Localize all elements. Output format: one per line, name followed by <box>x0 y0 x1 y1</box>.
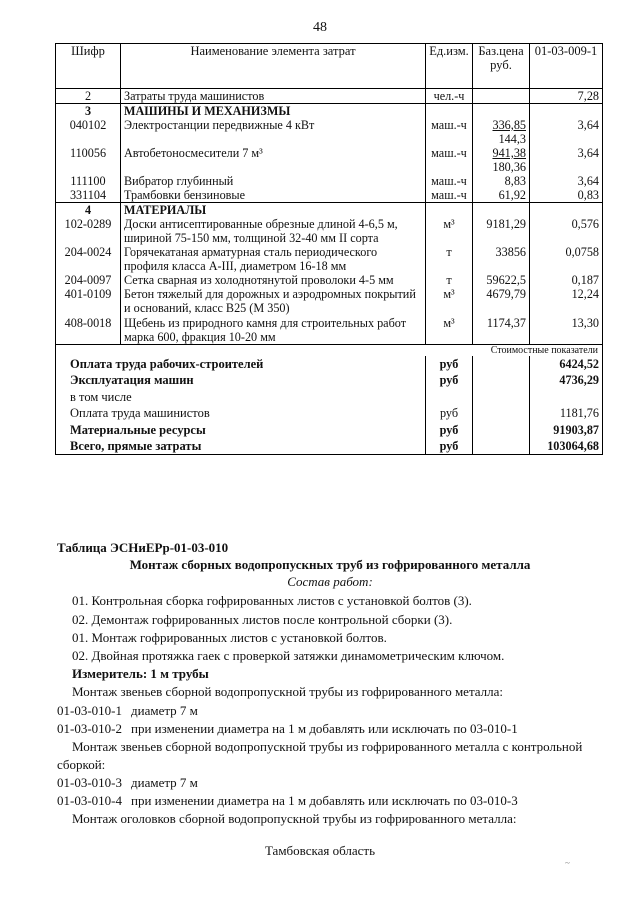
price-value: 941,38 <box>492 146 526 161</box>
table-row <box>56 146 603 174</box>
table-row <box>56 118 603 146</box>
summary-price <box>473 405 530 421</box>
table-title: Таблица ЭСНиЕРр-01-03-010 <box>57 540 229 555</box>
intro-text: Монтаж звеньев сборной водопропускной трубы из гофрированного металла с контрольной <box>72 739 583 754</box>
price-value: 336,85 <box>492 118 526 133</box>
work-item: 01. Монтаж гофрированных листов с установкой болтов. <box>72 630 387 645</box>
row-code: 408-0018 <box>56 316 121 345</box>
intro-text: Монтаж звеньев сборной водопропускной трубы из гофрированного металла: <box>72 684 504 699</box>
row-value: 13,30 <box>530 316 603 345</box>
item-text: диаметр 7 м <box>131 775 198 790</box>
page-number: 48 <box>313 20 327 35</box>
item-text: при изменении диаметра на 1 м добавлять или исключать по 03-010-3 <box>131 793 518 808</box>
item-code: 01-03-010-2 <box>57 721 122 736</box>
price-secondary: 180,36 <box>492 160 526 175</box>
section-title: Монтаж сборных водопропускных труб из гофрированного металла <box>129 557 531 572</box>
summary-unit <box>426 389 473 405</box>
summary-unit: руб <box>426 405 473 421</box>
row-code: 3 <box>56 104 121 119</box>
row-name: Щебень из природного камня для строительных работ марка 600, фракция 10-20 мм <box>121 316 426 345</box>
row-value: 0,83 <box>530 188 603 203</box>
summary-unit: руб <box>426 356 473 372</box>
work-item: 01. Контрольная сборка гофрированных листов с установкой болтов (3). <box>72 593 472 608</box>
price-value: 4679,79 <box>486 287 526 302</box>
summary-price <box>473 356 530 372</box>
row-name: Сетка сварная из холоднотянутой проволоки 4-5 мм <box>121 273 426 287</box>
row-price <box>473 188 530 203</box>
section-row <box>56 104 603 119</box>
summary-label: в том числе <box>56 389 426 405</box>
summary-value: 4736,29 <box>530 372 603 388</box>
section-row <box>56 203 603 218</box>
price-value: 9181,29 <box>486 217 526 232</box>
table-row <box>56 245 603 273</box>
row-value: 0,576 <box>530 217 603 245</box>
item-code: 01-03-010-3 <box>57 775 122 790</box>
price-value: 61,92 <box>498 188 526 203</box>
summary-label: Оплата труда рабочих-строителей <box>56 356 426 372</box>
work-item: 02. Демонтаж гофрированных листов после контрольной сборки (3). <box>72 612 453 627</box>
works-label: Состав работ: <box>287 574 373 589</box>
row-price <box>473 273 530 287</box>
summary-row <box>56 405 603 421</box>
row-unit: т <box>426 245 473 273</box>
row-unit: маш.-ч <box>426 174 473 188</box>
row-code: 110056 <box>56 146 121 174</box>
price-value: 59622,5 <box>486 273 526 288</box>
row-name: Трамбовки бензиновые <box>121 188 426 203</box>
summary-label: Оплата труда машинистов <box>56 405 426 421</box>
row-unit: м³ <box>426 316 473 345</box>
summary-row <box>56 356 603 372</box>
row-name: Автобетоносмесители 7 м³ <box>121 146 426 174</box>
row-unit: чел.-ч <box>426 89 473 104</box>
row-code: 401-0109 <box>56 287 121 315</box>
resource-table <box>55 43 603 455</box>
summary-value: 91903,87 <box>530 422 603 438</box>
summary-value: 1181,76 <box>530 405 603 421</box>
intro-text: Монтаж оголовков сборной водопропускной трубы из гофрированного металла: <box>72 811 517 826</box>
table-row <box>56 287 603 315</box>
summary-label: Всего, прямые затраты <box>56 438 426 455</box>
row-name: МАШИНЫ И МЕХАНИЗМЫ <box>121 104 426 119</box>
row-code: 102-0289 <box>56 217 121 245</box>
summary-value <box>530 389 603 405</box>
row-code: 331104 <box>56 188 121 203</box>
summary-price <box>473 438 530 455</box>
col-norm: 01-03-009-1 <box>530 44 603 89</box>
summary-row <box>56 389 603 405</box>
row-value: 3,64 <box>530 146 603 174</box>
row-code: 2 <box>56 89 121 104</box>
table-header-row <box>56 44 603 89</box>
table-row <box>56 273 603 287</box>
summary-row <box>56 438 603 455</box>
cost-label: Стоимостные показатели <box>473 344 603 356</box>
row-code: 204-0024 <box>56 245 121 273</box>
price-value: 33856 <box>495 245 526 260</box>
table-row <box>56 89 603 104</box>
row-value: 7,28 <box>530 89 603 104</box>
row-unit: м³ <box>426 217 473 245</box>
row-unit <box>426 203 473 218</box>
page-footer: Тамбовская область <box>264 843 376 858</box>
row-code: 204-0097 <box>56 273 121 287</box>
row-name: Электростанции передвижные 4 кВт <box>121 118 426 146</box>
row-price <box>473 104 530 119</box>
row-name: Затраты труда машинистов <box>121 89 426 104</box>
row-price <box>473 174 530 188</box>
row-price <box>473 245 530 273</box>
row-value: 3,64 <box>530 174 603 188</box>
row-price <box>473 316 530 345</box>
row-name: Вибратор глубинный <box>121 174 426 188</box>
col-name: Наименование элемента затрат <box>121 44 426 89</box>
summary-label: Эксплуатация машин <box>56 372 426 388</box>
row-unit: маш.-ч <box>426 118 473 146</box>
cost-label-row <box>56 344 603 356</box>
row-name: МАТЕРИАЛЫ <box>121 203 426 218</box>
price-secondary: 144,3 <box>498 132 526 147</box>
row-value <box>530 203 603 218</box>
row-name: Бетон тяжелый для дорожных и аэродромных покрытий и оснований, класс В25 (М 350) <box>121 287 426 315</box>
table-row <box>56 217 603 245</box>
summary-value: 6424,52 <box>530 356 603 372</box>
row-code: 040102 <box>56 118 121 146</box>
row-unit: маш.-ч <box>426 188 473 203</box>
row-value: 0,187 <box>530 273 603 287</box>
summary-row <box>56 372 603 388</box>
col-base-price: Баз.цена руб. <box>473 44 530 89</box>
row-name: Горячекатаная арматурная сталь периодического профиля класса А-III, диаметром 16-18 мм <box>121 245 426 273</box>
summary-row <box>56 422 603 438</box>
summary-price <box>473 422 530 438</box>
summary-price <box>473 372 530 388</box>
col-code: Шифр <box>56 44 121 89</box>
row-price <box>473 146 530 174</box>
row-price <box>473 287 530 315</box>
row-unit: м³ <box>426 287 473 315</box>
row-price <box>473 203 530 218</box>
row-value: 12,24 <box>530 287 603 315</box>
item-text: диаметр 7 м <box>131 703 198 718</box>
row-price <box>473 118 530 146</box>
summary-price <box>473 389 530 405</box>
row-name: Доски антисептированные обрезные длиной 4-6,5 м, шириной 75-150 мм, толщиной 32-40 мм II сорта <box>121 217 426 245</box>
summary-unit: руб <box>426 422 473 438</box>
row-value: 3,64 <box>530 118 603 146</box>
row-unit: т <box>426 273 473 287</box>
summary-unit: руб <box>426 438 473 455</box>
table-row <box>56 174 603 188</box>
row-code: 111100 <box>56 174 121 188</box>
item-code: 01-03-010-4 <box>57 793 122 808</box>
work-item: 02. Двойная протяжка гаек с проверкой затяжки динамометрическим ключом. <box>72 648 505 663</box>
col-unit: Ед.изм. <box>426 44 473 89</box>
row-unit: маш.-ч <box>426 146 473 174</box>
table-row <box>56 316 603 345</box>
summary-label: Материальные ресурсы <box>56 422 426 438</box>
measure-unit: Измеритель: 1 м трубы <box>72 666 209 681</box>
row-price <box>473 89 530 104</box>
row-value <box>530 104 603 119</box>
intro-text: сборкой: <box>57 757 106 772</box>
row-price <box>473 217 530 245</box>
row-value: 0,0758 <box>530 245 603 273</box>
table-row <box>56 188 603 203</box>
summary-value: 103064,68 <box>530 438 603 455</box>
row-unit <box>426 104 473 119</box>
scan-mark: ~ <box>565 858 570 868</box>
row-code: 4 <box>56 203 121 218</box>
summary-unit: руб <box>426 372 473 388</box>
item-code: 01-03-010-1 <box>57 703 122 718</box>
item-text: при изменении диаметра на 1 м добавлять или исключать по 03-010-1 <box>131 721 518 736</box>
price-value: 1174,37 <box>486 315 526 330</box>
price-value: 8,83 <box>504 174 526 189</box>
